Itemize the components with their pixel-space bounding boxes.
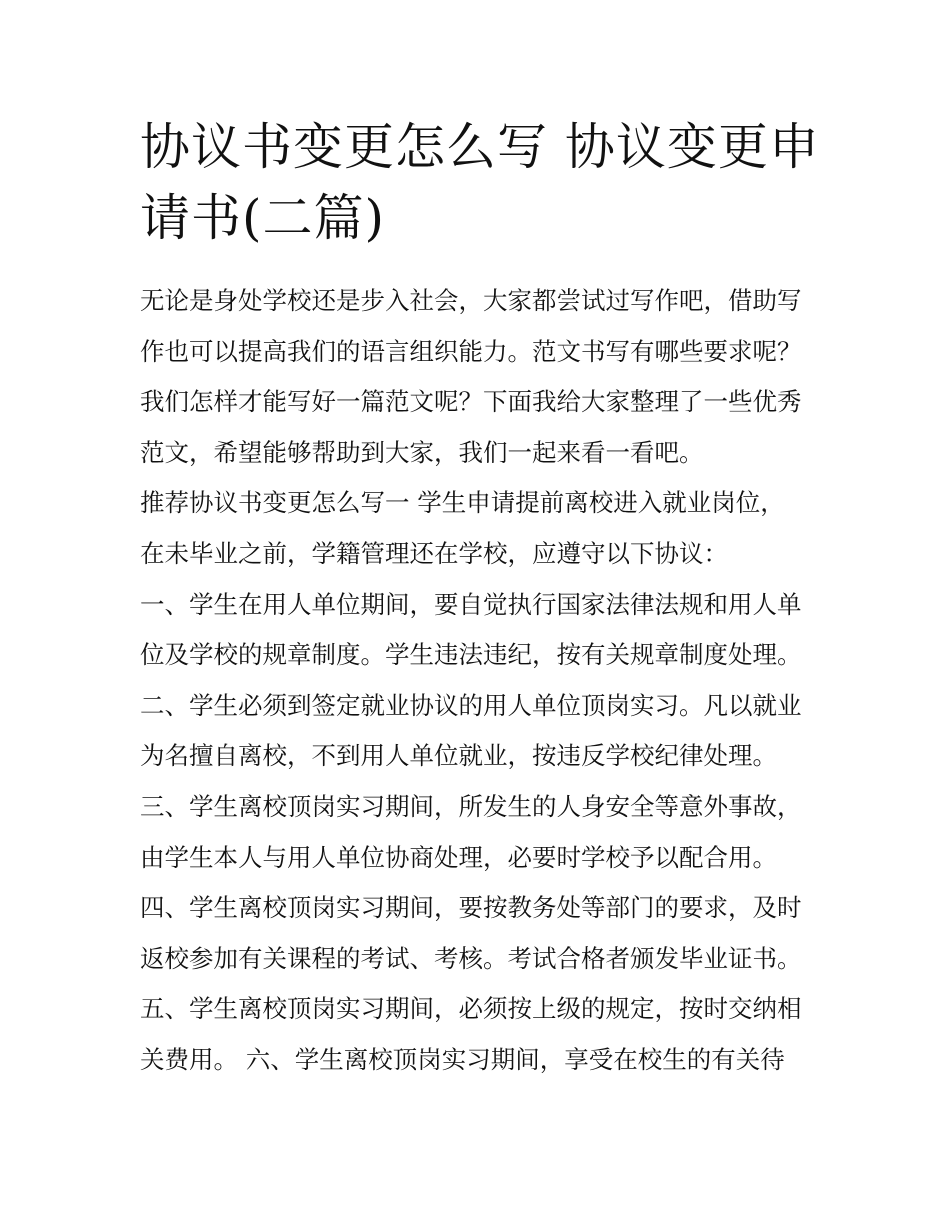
- body-line-14: 返校参加有关课程的考试、考核。考试合格者颁发毕业证书。: [140, 943, 802, 973]
- body-line-4: 范文，希望能够帮助到大家，我们一起来看一看吧。: [140, 437, 704, 467]
- body-line-8: 位及学校的规章制度。学生违法违纪，按有关规章制度处理。: [140, 640, 802, 670]
- document-body: [140, 276, 820, 1086]
- document-title: [140, 112, 820, 254]
- body-line-11: 三、学生离校顶岗实习期间，所发生的人身安全等意外事故，: [140, 791, 802, 821]
- body-line-10: 为名擅自离校，不到用人单位就业，按违反学校纪律处理。: [140, 741, 777, 771]
- body-line-16: 关费用。 六、学生离校顶岗实习期间，享受在校生的有关待: [140, 1044, 785, 1074]
- body-line-15: 五、学生离校顶岗实习期间，必须按上级的规定，按时交纳相: [140, 994, 802, 1024]
- body-line-7: 一、学生在用人单位期间，要自觉执行国家法律法规和用人单: [140, 589, 802, 619]
- body-line-13: 四、学生离校顶岗实习期间，要按教务处等部门的要求，及时: [140, 893, 802, 923]
- body-line-2: 作也可以提高我们的语言组织能力。范文书写有哪些要求呢？: [140, 336, 802, 366]
- body-line-12: 由学生本人与用人单位协商处理，必要时学校予以配合用。: [140, 842, 777, 872]
- title-line-1: 协议书变更怎么写 协议变更申: [140, 118, 820, 176]
- body-line-1: 无论是身处学校还是步入社会，大家都尝试过写作吧，借助写: [140, 286, 802, 315]
- title-line-2: 请书(二篇): [140, 189, 386, 247]
- body-line-5: 推荐协议书变更怎么写一 学生申请提前离校进入就业岗位，: [140, 488, 785, 518]
- body-line-3: 我们怎样才能写好一篇范文呢？下面我给大家整理了一些优秀: [140, 387, 802, 417]
- body-line-6: 在未毕业之前，学籍管理还在学校，应遵守以下协议：: [140, 538, 728, 568]
- body-line-9: 二、学生必须到签定就业协议的用人单位顶岗实习。凡以就业: [140, 690, 802, 720]
